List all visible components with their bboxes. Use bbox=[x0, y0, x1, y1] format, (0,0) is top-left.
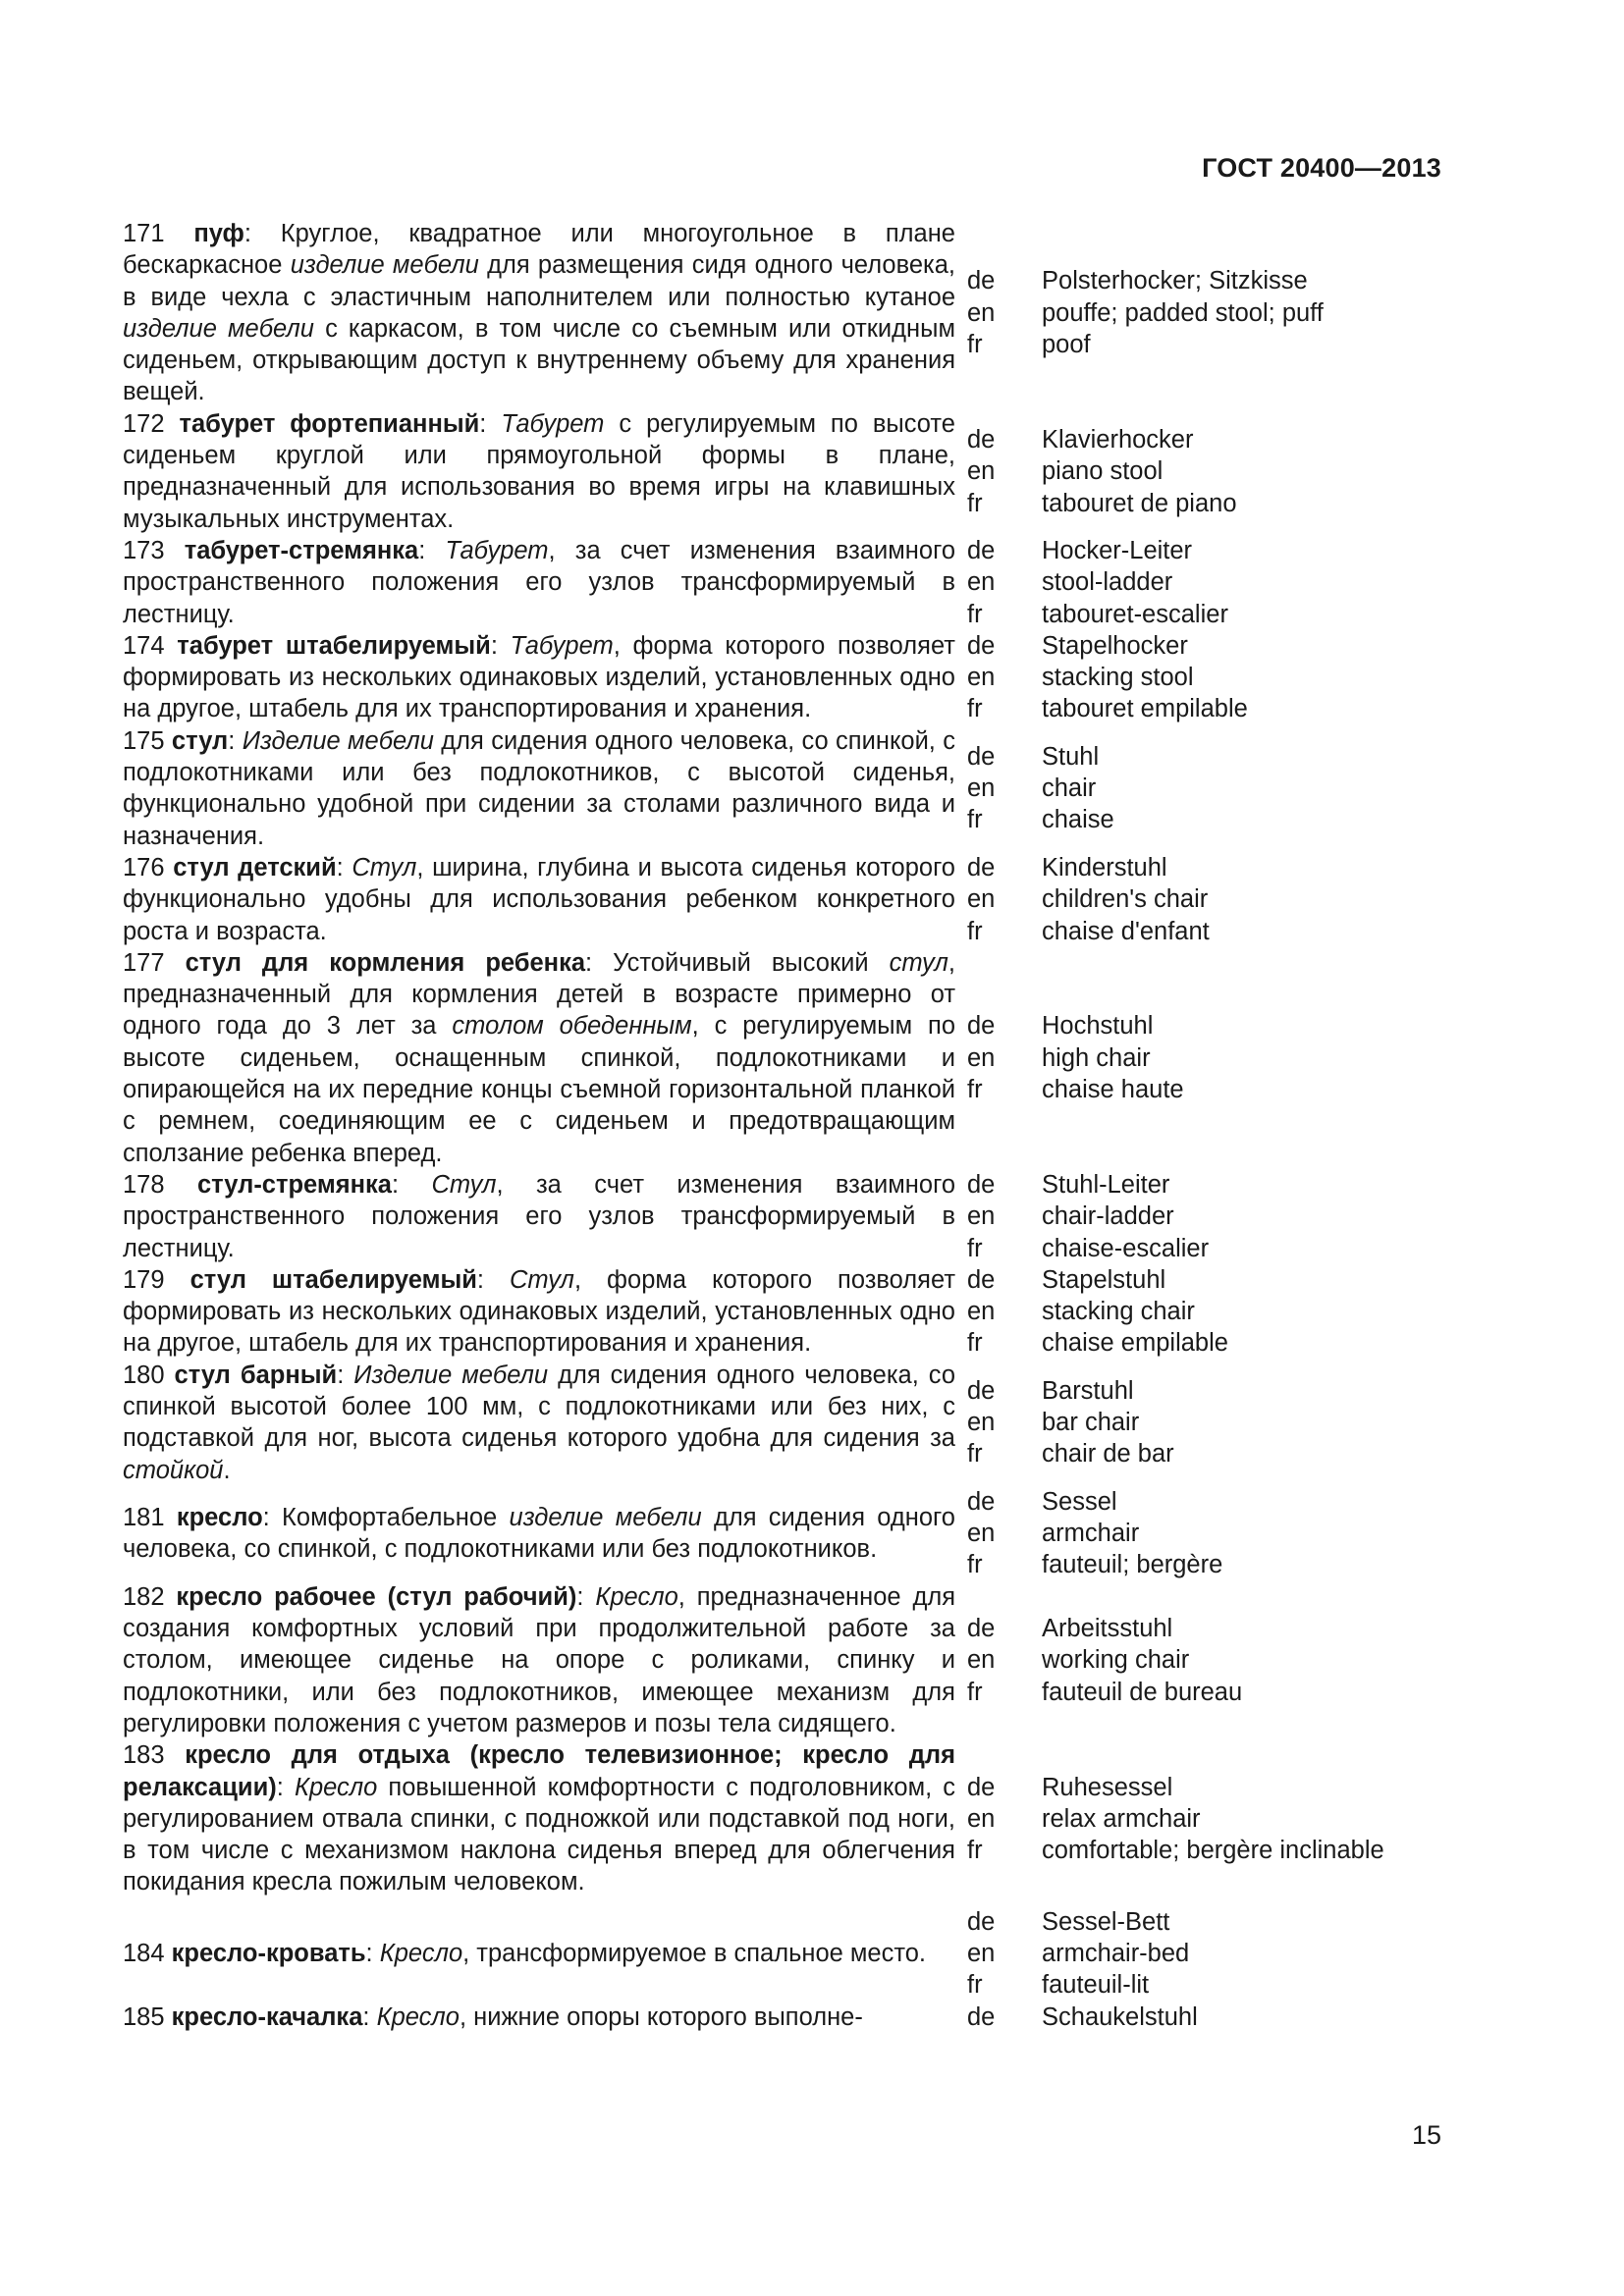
term-name: табурет фортепианный bbox=[179, 409, 480, 438]
term-name: кресло рабочее (стул рабочий) bbox=[176, 1582, 577, 1611]
language-code: de bbox=[967, 1170, 996, 1199]
term-definition bbox=[123, 630, 955, 725]
term-number: 178 bbox=[123, 1170, 165, 1199]
term-name: стул-стремянка bbox=[196, 1170, 392, 1199]
language-codes bbox=[967, 1375, 1042, 1470]
definition-text: : bbox=[490, 631, 511, 660]
definition-text: , предназначенный для кормления детей в возрасте примерно от одного года до 3 лет за bbox=[123, 948, 955, 1041]
language-code: de bbox=[967, 2002, 996, 2031]
definition-text: для сидения одного человека, со спинкой высотой более 100 мм, с подлокотниками или без них, с подставкой для ног, высота сиденья которого удобна для сидения за bbox=[123, 1361, 955, 1453]
language-code: en bbox=[967, 1202, 996, 1231]
foreign-term: working chair bbox=[1042, 1646, 1190, 1675]
definition-text: , трансформируемое в спальное место. bbox=[462, 1940, 927, 1968]
language-code: de bbox=[967, 1376, 996, 1405]
definition-text: : Круглое, квадратное или многоугольное в плане бескаркасное bbox=[123, 220, 955, 280]
term-number: 176 bbox=[123, 853, 165, 881]
foreign-term: Hochstuhl bbox=[1042, 1012, 1154, 1041]
term-reference: изделие мебели bbox=[509, 1504, 702, 1532]
term-reference: Кресло bbox=[379, 1940, 463, 1968]
term-definition bbox=[123, 1581, 955, 1739]
term-name: кресло bbox=[176, 1504, 263, 1532]
definition-text: , за счет изменения взаимного пространственного положения его узлов трансформируемый в лестницу. bbox=[123, 1170, 955, 1262]
term-name: стул штабелируемый bbox=[189, 1265, 477, 1294]
foreign-term: high chair bbox=[1042, 1043, 1151, 1072]
term-definition bbox=[123, 1264, 955, 1360]
term-entry-172 bbox=[123, 408, 1448, 535]
foreign-term: chair-ladder bbox=[1042, 1202, 1174, 1231]
term-entry-177 bbox=[123, 947, 1448, 1169]
foreign-equivalents bbox=[1042, 1169, 1448, 1264]
term-number: 172 bbox=[123, 409, 165, 438]
language-codes bbox=[967, 1613, 1042, 1708]
language-codes bbox=[967, 1169, 1042, 1264]
definition-text: с каркасом, в том числе со съемным или откидным сиденьем, открывающим доступ к внутреннему объему для хранения вещей. bbox=[123, 314, 955, 406]
term-name: кресло-качалка bbox=[171, 2002, 363, 2031]
foreign-equivalents bbox=[1042, 1486, 1448, 1581]
foreign-term: stacking chair bbox=[1042, 1298, 1195, 1326]
language-codes bbox=[967, 1264, 1042, 1360]
term-definition bbox=[123, 947, 955, 1169]
language-codes bbox=[967, 424, 1042, 519]
definition-text: : bbox=[392, 1170, 432, 1199]
term-entry-175 bbox=[123, 725, 1448, 852]
foreign-term: chaise empilable bbox=[1042, 1329, 1228, 1358]
foreign-equivalents bbox=[1042, 535, 1448, 630]
term-reference: Кресло bbox=[595, 1582, 678, 1611]
term-reference: Кресло bbox=[294, 1773, 378, 1801]
language-code: en bbox=[967, 885, 996, 914]
language-code: de bbox=[967, 1615, 996, 1643]
language-code: en bbox=[967, 774, 996, 803]
definition-text: : bbox=[479, 409, 502, 438]
definition-text: : bbox=[276, 1773, 295, 1801]
term-definition bbox=[123, 2002, 955, 2033]
term-entry-179 bbox=[123, 1264, 1448, 1360]
language-code: en bbox=[967, 1646, 996, 1675]
term-reference: изделие мебели bbox=[123, 314, 314, 343]
definition-text: : bbox=[418, 536, 446, 564]
foreign-term: Stapelhocker bbox=[1042, 631, 1188, 660]
foreign-term: armchair-bed bbox=[1042, 1940, 1190, 1968]
foreign-term: chaise haute bbox=[1042, 1076, 1184, 1104]
definition-text: : bbox=[362, 2002, 377, 2031]
language-code: fr bbox=[967, 695, 983, 723]
definition-text: , с регулируемым по высоте сиденьем, оснащенным спинкой, подлокотниками и опирающейся на их передние концы съемной горизонтальной планкой с ремнем, соединяющим ее с сиденьем и предотвращающим сползание ребенка вперед. bbox=[123, 1012, 955, 1167]
language-code: de bbox=[967, 1907, 996, 1936]
term-definition bbox=[123, 852, 955, 947]
language-code: de bbox=[967, 1265, 996, 1294]
definition-text: , форма которого позволяет формировать из нескольких одинаковых изделий, установленных одно на другое, штабель для их транспортирования и хранения. bbox=[123, 631, 955, 723]
language-codes bbox=[967, 630, 1042, 725]
foreign-term: chair bbox=[1042, 774, 1097, 803]
term-name: кресло для отдыха (кресло телевизионное; кресло для релаксации) bbox=[123, 1741, 955, 1801]
language-code: fr bbox=[967, 1329, 983, 1358]
term-name: пуф bbox=[193, 220, 244, 247]
term-number: 177 bbox=[123, 948, 165, 977]
language-codes bbox=[967, 535, 1042, 630]
language-code: de bbox=[967, 1773, 996, 1801]
definition-text: : Устойчивый высокий bbox=[585, 948, 890, 977]
language-code: de bbox=[967, 267, 996, 295]
language-code: fr bbox=[967, 1971, 983, 2000]
term-number: 179 bbox=[123, 1265, 165, 1294]
foreign-term: Barstuhl bbox=[1042, 1376, 1134, 1405]
term-definition bbox=[123, 408, 955, 535]
term-definition bbox=[123, 1360, 955, 1486]
foreign-term: stool-ladder bbox=[1042, 568, 1173, 597]
term-reference: Стул bbox=[352, 853, 417, 881]
term-reference: Изделие мебели bbox=[353, 1361, 549, 1389]
term-reference: Табурет bbox=[510, 631, 614, 660]
term-reference: Изделие мебели bbox=[242, 726, 434, 755]
foreign-term: chair de bar bbox=[1042, 1440, 1174, 1468]
term-number: 185 bbox=[123, 2002, 165, 2031]
language-code: en bbox=[967, 1940, 996, 1968]
foreign-term: Stapelstuhl bbox=[1042, 1265, 1166, 1294]
foreign-term: stacking stool bbox=[1042, 664, 1194, 692]
language-code: fr bbox=[967, 1837, 983, 1865]
language-codes bbox=[967, 265, 1042, 360]
term-entry-171 bbox=[123, 218, 1448, 408]
language-code: en bbox=[967, 664, 996, 692]
definition-text: , форма которого позволяет формировать из нескольких одинаковых изделий, установленных одно на другое, штабель для их транспортирования и хранения. bbox=[123, 1265, 956, 1358]
definition-text: с регулируемым по высоте сиденьем круглой или прямоугольной формы в плане, предназначенный для использования во время игры на клавишных музыкальных инструментах. bbox=[123, 409, 955, 533]
term-number: 182 bbox=[123, 1582, 165, 1611]
definition-text: , нижние опоры которого выполне- bbox=[459, 2002, 863, 2031]
foreign-term: tabouret empilable bbox=[1042, 695, 1248, 723]
foreign-term: Polsterhocker; Sitzkisse bbox=[1042, 267, 1308, 295]
foreign-term: Stuhl bbox=[1042, 742, 1100, 771]
language-code: fr bbox=[967, 806, 983, 834]
term-reference: Стул bbox=[431, 1170, 497, 1199]
language-code: fr bbox=[967, 1551, 983, 1579]
term-number: 173 bbox=[123, 536, 165, 564]
foreign-term: Schaukelstuhl bbox=[1042, 2002, 1198, 2031]
definition-text: , предназначенное для создания комфортных условий при продолжительной работе за столом, имеющее сиденье на опоре с роликами, спинку и подлокотники, или без подлокотников, имеющее механизм для регулировки положения с учетом размеров и позы тела сидящего. bbox=[123, 1582, 956, 1737]
foreign-term: tabouret de piano bbox=[1042, 489, 1237, 517]
term-entry-182 bbox=[123, 1581, 1448, 1739]
language-code: fr bbox=[967, 331, 983, 359]
term-reference: столом обеденным bbox=[452, 1012, 692, 1041]
foreign-term: pouffe; padded stool; puff bbox=[1042, 298, 1324, 327]
definition-text: повышенной комфортности с подголовником, с регулированием отвала спинки, с подножкой или подставкой под ноги, в том числе с механизмом наклона сиденья вперед для облегчения покидания кресла пожилым человеком. bbox=[123, 1773, 956, 1896]
foreign-term: Kinderstuhl bbox=[1042, 853, 1167, 881]
language-codes bbox=[967, 1772, 1042, 1867]
term-reference: стул bbox=[889, 948, 948, 977]
language-code: fr bbox=[967, 1440, 983, 1468]
language-code: fr bbox=[967, 600, 983, 628]
language-code: fr bbox=[967, 1678, 983, 1706]
language-code: de bbox=[967, 853, 996, 881]
foreign-equivalents bbox=[1042, 265, 1448, 360]
definition-text: для сидения одного человека, со спинкой, с подлокотниками или без подлокотников, с высотой сиденья, функционально удобной при сидении за столами различного вида и назначения. bbox=[123, 726, 955, 850]
definition-text: : bbox=[337, 1361, 354, 1389]
foreign-equivalents bbox=[1042, 1613, 1448, 1708]
term-definition bbox=[123, 1169, 955, 1264]
term-name: стул барный bbox=[174, 1361, 338, 1389]
foreign-term: comfortable; bergère inclinable bbox=[1042, 1837, 1384, 1865]
foreign-term: chaise-escalier bbox=[1042, 1234, 1210, 1262]
foreign-equivalents bbox=[1042, 2002, 1448, 2033]
definition-text: , ширина, глубина и высота сиденья которого функционально удобны для использования ребенком конкретного роста и возраста. bbox=[123, 853, 955, 945]
term-name: табурет-стремянка bbox=[184, 536, 419, 564]
language-codes bbox=[967, 1010, 1042, 1105]
term-reference: изделие мебели bbox=[290, 251, 479, 280]
definition-text: для размещения сидя одного человека, в виде чехла с эластичным наполнителем или полностью кутаное bbox=[123, 251, 955, 311]
foreign-term: Sessel-Bett bbox=[1042, 1907, 1170, 1936]
term-entry-181 bbox=[123, 1486, 1448, 1581]
foreign-equivalents bbox=[1042, 852, 1448, 947]
term-name: стул для кормления ребенка bbox=[185, 948, 586, 977]
foreign-equivalents bbox=[1042, 1375, 1448, 1470]
foreign-equivalents bbox=[1042, 424, 1448, 519]
term-name: стул детский bbox=[173, 853, 337, 881]
foreign-term: Hocker-Leiter bbox=[1042, 536, 1193, 564]
term-entry-174 bbox=[123, 630, 1448, 725]
term-entry-184 bbox=[123, 1906, 1448, 2002]
language-code: fr bbox=[967, 489, 983, 517]
term-definition bbox=[123, 725, 955, 852]
term-name: стул bbox=[171, 726, 229, 755]
language-code: de bbox=[967, 631, 996, 660]
foreign-term: chaise bbox=[1042, 806, 1114, 834]
foreign-term: Klavierhocker bbox=[1042, 425, 1194, 454]
term-name: табурет штабелируемый bbox=[177, 631, 491, 660]
term-definition bbox=[123, 1739, 955, 1897]
foreign-equivalents bbox=[1042, 1010, 1448, 1105]
language-code: de bbox=[967, 536, 996, 564]
foreign-term: fauteuil; bergère bbox=[1042, 1551, 1223, 1579]
definition-text: : bbox=[365, 1940, 380, 1968]
foreign-term: fauteuil-lit bbox=[1042, 1971, 1150, 2000]
foreign-term: piano stool bbox=[1042, 457, 1164, 486]
foreign-term: armchair bbox=[1042, 1520, 1140, 1548]
foreign-term: Arbeitsstuhl bbox=[1042, 1615, 1173, 1643]
foreign-equivalents bbox=[1042, 1906, 1448, 2002]
language-code: de bbox=[967, 425, 996, 454]
foreign-equivalents bbox=[1042, 741, 1448, 836]
foreign-equivalents bbox=[1042, 630, 1448, 725]
definition-text: для сидения одного человека, со спинкой, с подлокотниками или без подлокотников. bbox=[123, 1504, 955, 1564]
term-entry-185 bbox=[123, 2002, 1448, 2033]
language-code: en bbox=[967, 1409, 996, 1437]
language-code: en bbox=[967, 457, 996, 486]
language-codes bbox=[967, 741, 1042, 836]
language-code: en bbox=[967, 1804, 996, 1833]
foreign-term: fauteuil de bureau bbox=[1042, 1678, 1243, 1706]
language-code: en bbox=[967, 1043, 996, 1072]
language-code: de bbox=[967, 1012, 996, 1041]
page-number: 15 bbox=[1411, 2120, 1441, 2150]
definition-text: : bbox=[576, 1582, 596, 1611]
foreign-equivalents bbox=[1042, 1772, 1448, 1867]
term-number: 171 bbox=[123, 220, 165, 247]
term-entry-178 bbox=[123, 1169, 1448, 1264]
foreign-term: relax armchair bbox=[1042, 1804, 1201, 1833]
term-reference: Стул bbox=[510, 1265, 574, 1294]
foreign-equivalents bbox=[1042, 1264, 1448, 1360]
language-codes bbox=[967, 2002, 1042, 2033]
foreign-term: chaise d'enfant bbox=[1042, 917, 1210, 945]
terms-list bbox=[123, 218, 1448, 2033]
foreign-term: Ruhesessel bbox=[1042, 1773, 1173, 1801]
term-number: 180 bbox=[123, 1361, 165, 1389]
term-reference: Табурет bbox=[445, 536, 549, 564]
foreign-term: children's chair bbox=[1042, 885, 1209, 914]
foreign-term: poof bbox=[1042, 331, 1091, 359]
term-number: 181 bbox=[123, 1504, 165, 1532]
term-definition bbox=[123, 1938, 955, 1969]
term-reference: стойкой bbox=[123, 1456, 224, 1484]
term-number: 174 bbox=[123, 631, 165, 660]
language-code: en bbox=[967, 298, 996, 327]
language-code: fr bbox=[967, 917, 983, 945]
term-number: 175 bbox=[123, 726, 165, 755]
language-code: en bbox=[967, 1520, 996, 1548]
language-code: en bbox=[967, 568, 996, 597]
definition-text: . bbox=[223, 1456, 231, 1484]
foreign-term: bar chair bbox=[1042, 1409, 1140, 1437]
page-header-standard: ГОСТ 20400—2013 bbox=[1202, 153, 1441, 183]
foreign-term: Stuhl-Leiter bbox=[1042, 1170, 1170, 1199]
foreign-term: Sessel bbox=[1042, 1487, 1117, 1516]
language-code: de bbox=[967, 1487, 996, 1516]
definition-text: , за счет изменения взаимного пространственного положения его узлов трансформируемый в лестницу. bbox=[123, 536, 955, 628]
term-definition bbox=[123, 535, 955, 630]
language-codes bbox=[967, 852, 1042, 947]
term-name: кресло-кровать bbox=[171, 1940, 366, 1968]
term-definition bbox=[123, 218, 955, 408]
term-entry-183 bbox=[123, 1739, 1448, 1897]
language-codes bbox=[967, 1486, 1042, 1581]
term-number: 184 bbox=[123, 1940, 165, 1968]
term-definition bbox=[123, 1502, 955, 1566]
term-number: 183 bbox=[123, 1741, 165, 1770]
definition-text: : bbox=[228, 726, 243, 755]
term-entry-180 bbox=[123, 1360, 1448, 1486]
definition-text: : bbox=[336, 853, 352, 881]
term-entry-176 bbox=[123, 852, 1448, 947]
language-code: en bbox=[967, 1298, 996, 1326]
term-entry-173 bbox=[123, 535, 1448, 630]
definition-text: : Комфортабельное bbox=[262, 1504, 510, 1532]
language-code: fr bbox=[967, 1076, 983, 1104]
term-reference: Кресло bbox=[376, 2002, 460, 2031]
foreign-term: tabouret-escalier bbox=[1042, 600, 1228, 628]
term-reference: Табурет bbox=[501, 409, 605, 438]
language-codes bbox=[967, 1906, 1042, 2002]
language-code: de bbox=[967, 742, 996, 771]
language-code: fr bbox=[967, 1234, 983, 1262]
definition-text: : bbox=[476, 1265, 510, 1294]
